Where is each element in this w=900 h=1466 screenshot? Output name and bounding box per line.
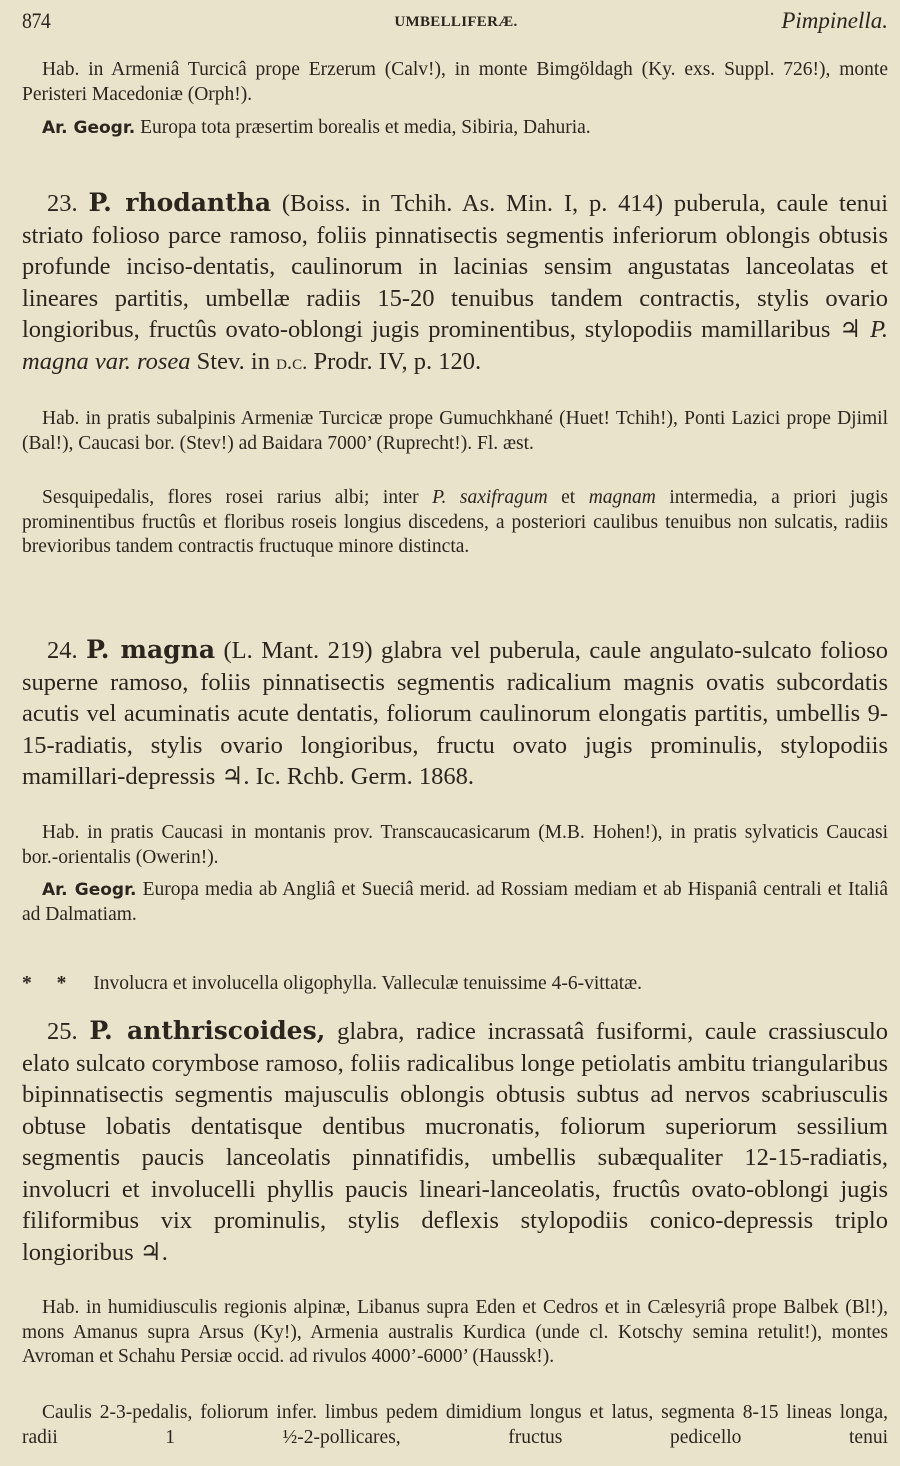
prev-habitat: Hab. in Armeniâ Turcicâ prope Erzerum (Calv!), in monte Bimgöldagh (Ky. exs. Suppl. 726!), monte Peristeri Macedoniæ (Orph!). (22, 59, 888, 105)
species-number: 24. (47, 637, 78, 664)
synonym-name: P. magna var. rosea (22, 316, 888, 375)
section-stars: * * (22, 973, 77, 994)
author-abbrev: d.c. (276, 349, 308, 374)
page-number: 874 (22, 8, 51, 33)
species-25-note: Caulis 2-3-pedalis, foliorum infer. limbus pedem dimidium longus et latus, segmenta 8-15 lineas longa, radii 1 ½-2-pollicares, fructus pedicello tenui (22, 1402, 888, 1448)
species-24-geography: Ar. Geogr. Europa media ab Angliâ et Sueciâ merid. ad Rossiam mediam et ab Hispaniâ centrali et Italiâ ad Dalmatiam. (22, 879, 889, 925)
species-23-description: 23. P. rhodantha (Boiss. in Tchih. As. Min. I, p. 414) puberula, caule tenui striato folioso parce ramoso, foliis pinnatisectis segmentis inferiorum oblongis obtusis profunde inciso-dentatis, caulinorum in lacinias sensim angustatas lanceolatas et lineares partitis, umbellæ radiis 15-20 tenuibus tandem contractis, stylis ovario longioribus, fructûs ovato-oblongi jugis prominentibus, stylopodiis mamillaribus ♃ P. magna var. rosea Stev. in d.c. Prodr. IV, p. 120. (22, 188, 889, 375)
species-number: 23. (47, 190, 78, 217)
species-name: P. rhodantha (88, 188, 272, 217)
species-23-note: Sesquipedalis, flores rosei rarius albi; inter P. saxifragum et magnam intermedia, a priori jugis prominentibus fructûs et floribus roseis longius discedens, a posteriori caulibus tenuibus non sulcatis, radiis brevioribus tandem contractis fructuque minore distincta. (22, 487, 888, 557)
running-head (22, 6, 890, 36)
species-25-description: 25. P. anthriscoides, glabra, radice incrassatâ fusiformi, caule crassiusculo elato sulcato corymbose ramoso, foliis radicalibus longe petiolatis ambitu triangularibus bipinnatisectis segmentis majusculis oblongis obtusis subtus ad nervos scabriusculis obtuse lobatis dentatisque dentibus mucronatis, foliorum superiorum sessilium segmentis paucis lanceolatis pinnatifidis, umbellis subæqualiter 12-15-radiatis, involucri et involucelli phyllis paucis lineari-lanceolatis, fructûs ovato-oblongi jugis filiformibus vix prominulis, stylis deflexis stylopodiis conico-depressis triplo longioribus ♃. (22, 1016, 889, 1266)
geography-label: Ar. Geogr. (42, 118, 136, 138)
section-heading-text: Involucra et involucella oligophylla. Valleculæ tenuissime 4-6-vittatæ. (93, 973, 643, 994)
species-number: 25. (47, 1018, 78, 1045)
geography-label: Ar. Geogr. (42, 880, 137, 900)
prev-geography: Ar. Geogr. Europa tota præsertim borealis et media, Sibiria, Dahuria. (42, 117, 591, 138)
section-heading (22, 972, 888, 997)
family-heading: UMBELLIFERÆ. (394, 14, 518, 30)
species-24-habitat: Hab. in pratis Caucasi in montanis prov. Transcaucasicarum (M.B. Hohen!), in pratis sylvaticis Caucasi bor.-orientalis (Owerin!). (22, 822, 888, 868)
genus-heading: Pimpinella. (781, 8, 888, 33)
species-name: P. anthriscoides, (89, 1016, 326, 1045)
species-25-habitat: Hab. in humidiusculis regionis alpinæ, Libanus supra Eden et Cedros et in Cælesyriâ prope Balbek (Bl!), mons Amanus supra Arsus (Ky!), Armenia australis Kurdica (unde cl. Kotschy semina retulit!), montes Avroman et Schahu Persiæ occid. ad rivulos 4000’-6000’ (Haussk!). (22, 1297, 888, 1367)
species-23-habitat: Hab. in pratis subalpinis Armeniæ Turcicæ prope Gumuchkhané (Huet! Tchih!), Ponti Lazici prope Djimil (Bal!), Caucasi bor. (Stev!) ad Baidara 7000’ (Ruprecht!). Fl. æst. (22, 408, 888, 454)
species-24-description: 24. P. magna (L. Mant. 219) glabra vel puberula, caule angulato-sulcato folioso superne ramoso, foliis pinnatisectis segmentis radicalium magnis ovatis subcordatis acutis vel acuminatis acute dentatis, foliorum caulinorum elongatis partitis, umbellis 9-15-radiatis, stylis ovario longioribus, fructu ovato jugis prominulis, stylopodiis mamillari-depressis ♃. Ic. Rchb. Germ. 1868. (22, 635, 889, 790)
species-name: P. magna (86, 635, 216, 664)
